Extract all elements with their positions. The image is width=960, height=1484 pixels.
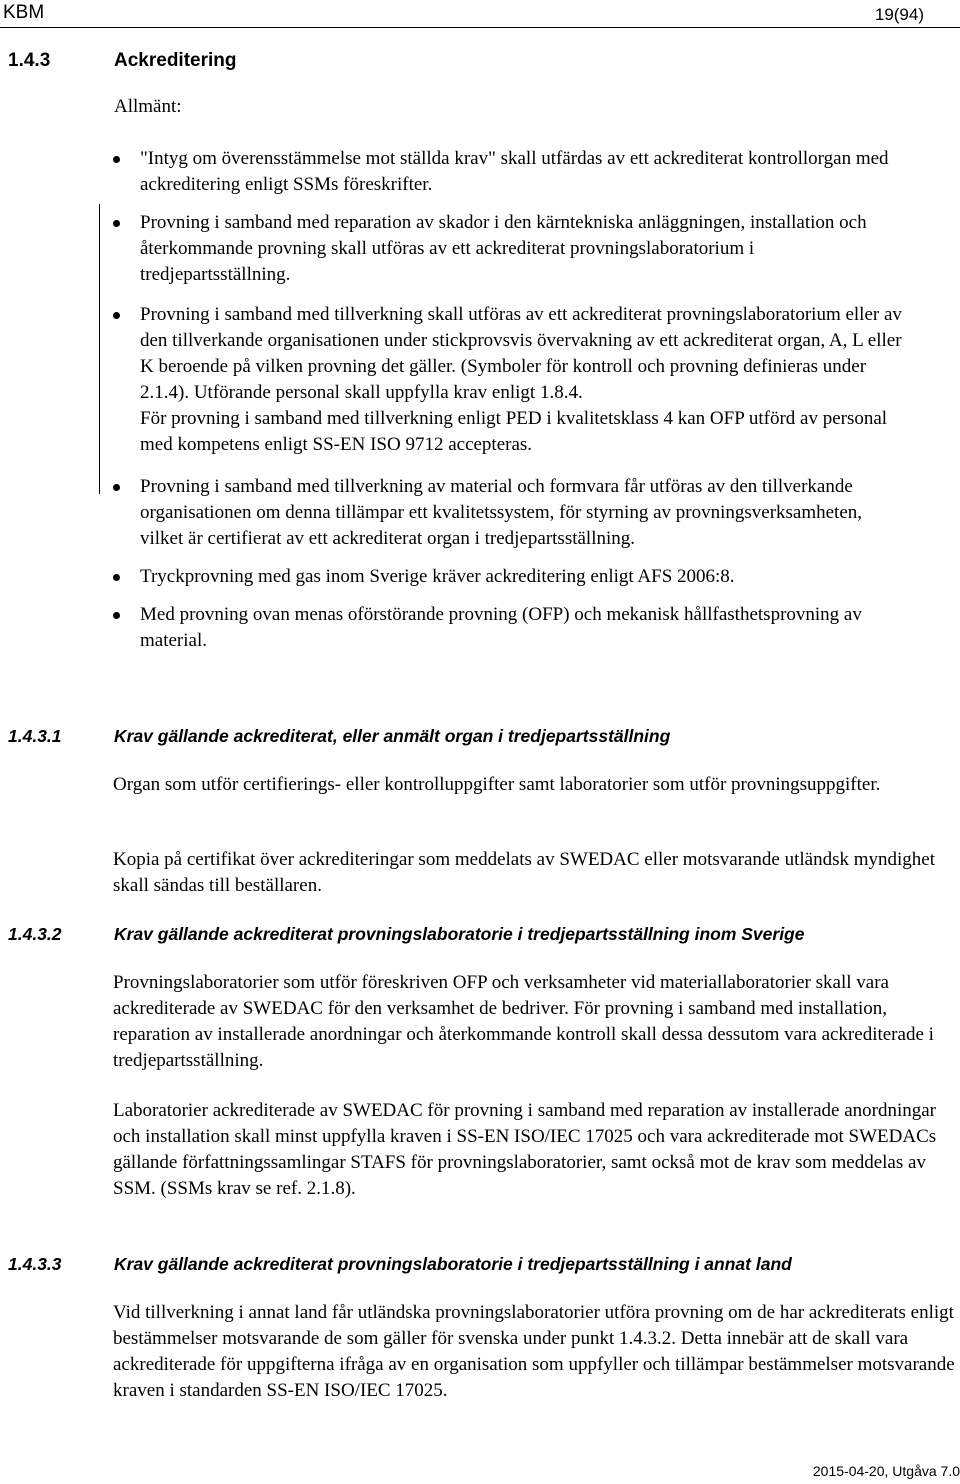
section-title: Ackreditering xyxy=(114,50,237,71)
subsection-title: Krav gällande ackrediterat provningslaboratorie i tredjepartsställning inom Sverige xyxy=(114,924,805,944)
list-item-continuation: För provning i samband med tillverkning enligt PED i kvalitetsklass 4 kan OFP utförd av personal med kompetens enligt SS-EN ISO 9712 accepteras. xyxy=(140,408,888,455)
paragraph: Kopia på certifikat över ackrediteringar som meddelats av SWEDAC eller motsvarande utländsk myndighet skall sändas till beställaren. xyxy=(113,849,936,896)
subsection-title: Krav gällande ackrediterat provningslaboratorie i tredjepartsställning i annat land xyxy=(114,1254,792,1274)
list-item xyxy=(113,564,903,590)
list-item xyxy=(113,146,903,198)
subsection-title: Krav gällande ackrediterat, eller anmält organ i tredjepartsställning xyxy=(114,726,671,746)
list-item-text: "Intyg om överensstämmelse mot ställda krav" skall utfärdas av ett ackrediterat kontrollorgan med ackreditering enligt SSMs föreskrifter. xyxy=(140,148,889,195)
list-item-text: Provning i samband med tillverkning av material och formvara får utföras av den tillverkande organisationen om denna tillämpar ett kvalitetssystem, för styrning av provningsverksamheten, vilket är certifierat av ett ackrediterat organ i tredjepartsställning. xyxy=(140,476,863,549)
list-item-text: Provning i samband med reparation av skador i den kärntekniska anläggningen, installation och återkommande provning skall utföras av ett ackrediterat provningslaboratorium i tredjepartsställning. xyxy=(140,212,867,285)
subsection-number: 1.4.3.3 xyxy=(8,1254,62,1274)
subsection-number: 1.4.3.2 xyxy=(8,924,62,944)
section-intro-label: Allmänt: xyxy=(114,96,182,117)
requirement-bullet-list xyxy=(113,146,903,664)
bullet-icon xyxy=(113,220,120,227)
header-divider xyxy=(0,27,960,28)
header-doc-code: KBM xyxy=(3,2,45,23)
paragraph: Laboratorier ackrediterade av SWEDAC för provning i samband med reparation av installerade anordningar och installation skall minst uppfylla kraven i SS-EN ISO/IEC 17025 och vara ackrediterade mot SWEDACs gällande författningssamlingar STAFS för provningslaboratorier, samt också mot de krav som meddelas av SSM. (SSMs krav se ref. 2.1.8). xyxy=(113,1100,937,1199)
list-item xyxy=(113,210,903,288)
subsection-number: 1.4.3.1 xyxy=(8,726,62,746)
list-item xyxy=(113,302,903,458)
bullet-icon xyxy=(113,612,120,619)
paragraph: Organ som utför certifierings- eller kontrolluppgifter samt laboratorier som utför provningsuppgifter. xyxy=(113,774,881,795)
list-item-text: Med provning ovan menas oförstörande provning (OFP) och mekanisk hållfasthetsprovning av material. xyxy=(140,604,862,651)
paragraph: Vid tillverkning i annat land får utländska provningslaboratorier utföra provning om de har ackrediterats enligt bestämmelser motsvarande de som gäller för svenska under punkt 1.4.3.2. Detta innebär att de skall vara ackrediterade för uppgifterna ifråga av en organisation som uppfyller och tillämpar bestämmelser motsvarande kraven i standarden SS-EN ISO/IEC 17025. xyxy=(113,1302,955,1401)
bullet-icon xyxy=(113,484,120,491)
bullet-icon xyxy=(113,156,120,163)
revision-change-bar xyxy=(99,204,100,494)
footer-date-version: 2015-04-20, Utgåva 7.0 xyxy=(812,1463,960,1479)
bullet-icon xyxy=(113,574,120,581)
bullet-icon xyxy=(113,312,120,319)
header-page-number: 19(94) xyxy=(874,5,924,24)
paragraph: Provningslaboratorier som utför föreskriven OFP och verksamheter vid materiallaboratorier skall vara ackrediterade av SWEDAC för den verksamhet de bedriver. För provning i samband med installation, reparation av installerade anordningar och återkommande kontroll skall dessa dessutom vara ackrediterade i tredjepartsställning. xyxy=(113,972,934,1071)
section-number: 1.4.3 xyxy=(8,50,51,71)
list-item xyxy=(113,474,903,552)
list-item-text: Tryckprovning med gas inom Sverige kräver ackreditering enligt AFS 2006:8. xyxy=(140,566,735,587)
list-item-text: Provning i samband med tillverkning skall utföras av ett ackrediterat provningslaboratorium eller av den tillverkande organisationen under stickprovsvis övervakning av ett ackrediterat organ, A, L eller K beroende på vilken provning det gäller. (Symboler för kontroll och provning definieras under 2.1.4). Utförande personal skall uppfylla krav enligt 1.8.4. xyxy=(140,304,902,403)
list-item xyxy=(113,602,903,654)
